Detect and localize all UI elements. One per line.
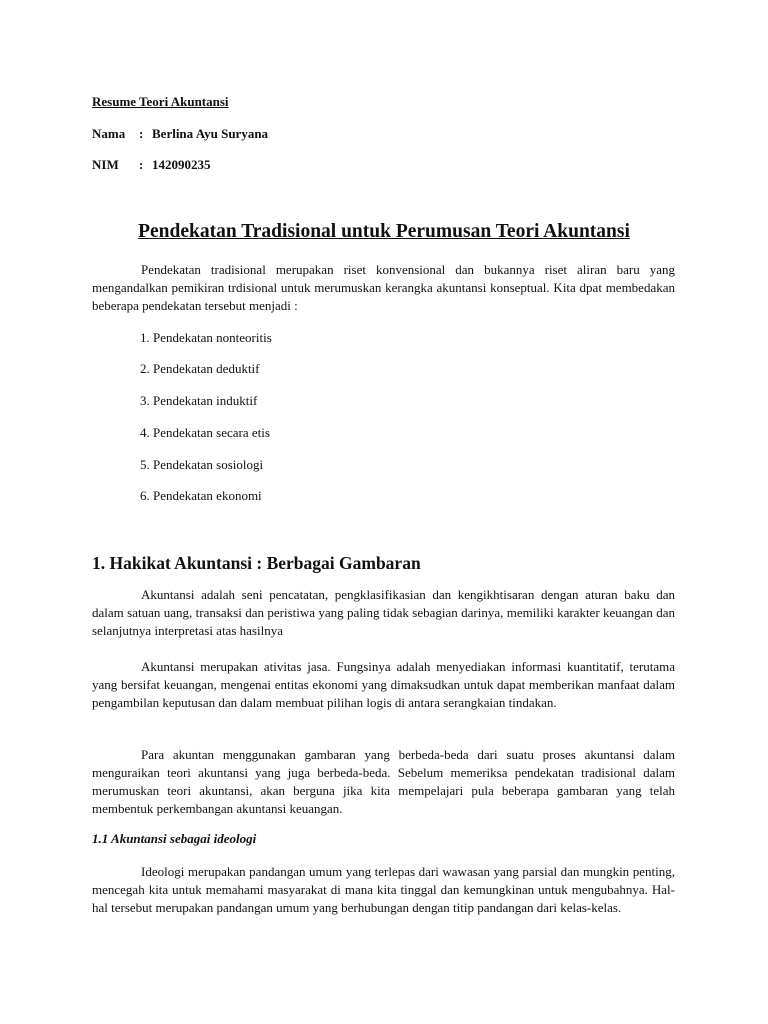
approach-item: 5. Pendekatan sosiologi bbox=[140, 457, 264, 472]
document-title: Pendekatan Tradisional untuk Perumusan Teori Akuntansi bbox=[138, 221, 630, 242]
resume-title: Resume Teori Akuntansi bbox=[92, 94, 229, 109]
section-1-1-paragraph: Ideologi merupakan pandangan umum yang terlepas dari wawasan yang parsial dan mungkin penting, mencegah kita untuk memahami masyarakat di mana kita tinggal dan kemungkinan untuk mengubahnya. Hal-hal tersebut merupakan pandangan umum yang berhubungan dengan titip pandangan dari kelas-kelas. bbox=[92, 864, 675, 915]
approach-item: 6. Pendekatan ekonomi bbox=[140, 488, 262, 503]
intro-paragraph: Pendekatan tradisional merupakan riset konvensional dan bukannya riset aliran baru yang mengandalkan pemikiran trdisional untuk merumuskan kerangka akuntansi konseptual. Kita dpat membedakan beberapa pendekatan tersebut menjadi : bbox=[92, 262, 675, 313]
section-1-heading: 1. Hakikat Akuntansi : Berbagai Gambaran bbox=[92, 553, 421, 573]
approach-item: 1. Pendekatan nonteoritis bbox=[140, 330, 272, 345]
nim-value: 142090235 bbox=[152, 157, 211, 172]
section-1-paragraph: Akuntansi adalah seni pencatatan, pengklasifikasian dan kengikhtisaran dengan aturan baku dan dalam satuan uang, transaksi dan peristiwa yang paling tidak sebagian darinya, memiliki karakter keuangan dan selanjutnya interpretasi atas hasilnya bbox=[92, 587, 675, 638]
section-1-1-heading: 1.1 Akuntansi sebagai ideologi bbox=[92, 831, 257, 846]
section-1-paragraph: Para akuntan menggunakan gambaran yang berbeda-beda dari suatu proses akuntansi dalam menguraikan teori akuntansi yang juga berbeda-beda. Sebelum memeriksa pendekatan tradisional dalam merumuskan teori akuntansi, akan berguna jika kita mempelajari pula beberapa gambaran yang telah membentuk perkembangan akuntansi keuangan. bbox=[92, 747, 675, 816]
nama-value: Berlina Ayu Suryana bbox=[152, 126, 269, 141]
approach-item: 3. Pendekatan induktif bbox=[140, 393, 258, 408]
nim-separator: : bbox=[139, 157, 144, 172]
section-1-paragraph: Akuntansi merupakan ativitas jasa. Fungsinya adalah menyediakan informasi kuantitatif, terutama yang bersifat keuangan, mengenai entitas ekonomi yang dimaksudkan untuk dapat memberikan manfaat dalam pengambilan keputusan dan dalam membuat pilihan logis di antara serangkaian tindakan. bbox=[92, 659, 675, 710]
approach-item: 4. Pendekatan secara etis bbox=[140, 425, 270, 440]
approach-item: 2. Pendekatan deduktif bbox=[140, 361, 260, 376]
nim-label: NIM bbox=[92, 157, 119, 172]
nama-separator: : bbox=[139, 126, 144, 141]
nama-label: Nama bbox=[92, 126, 126, 141]
